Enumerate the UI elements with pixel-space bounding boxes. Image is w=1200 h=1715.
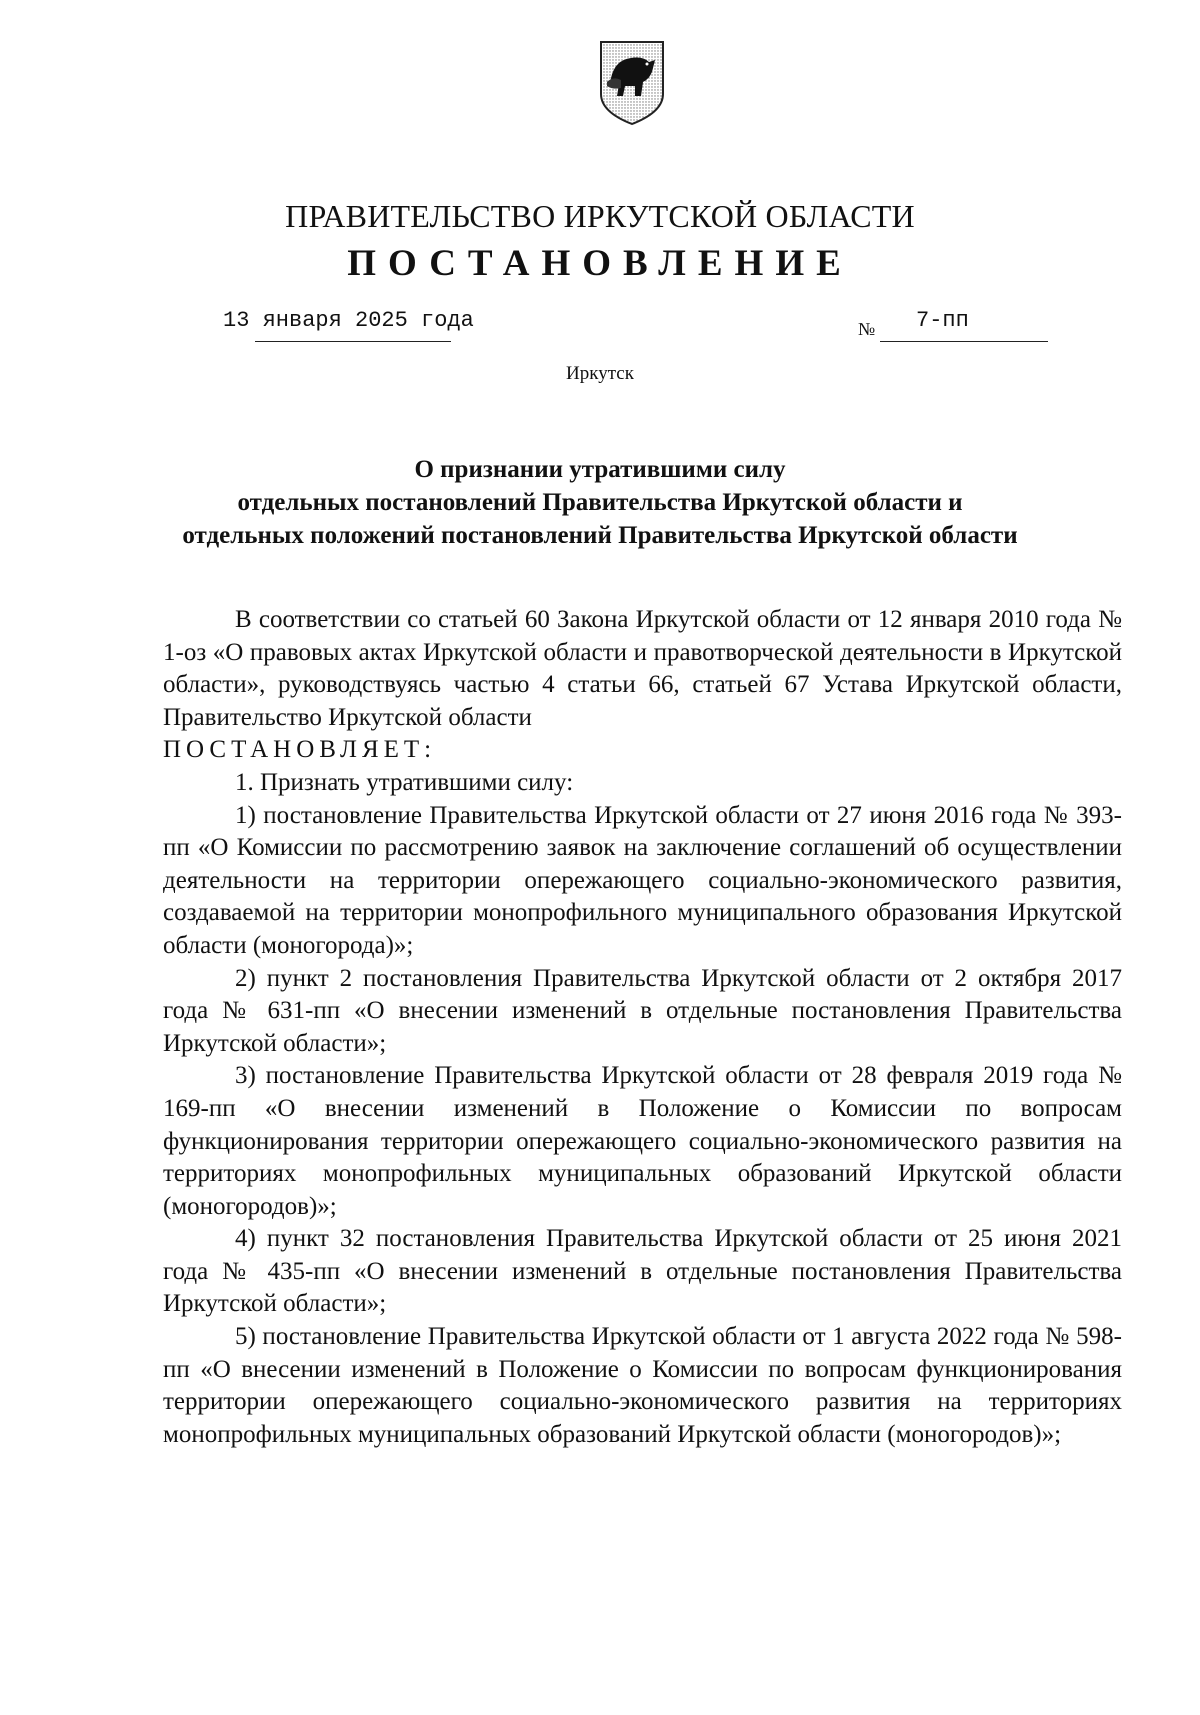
document-subject (0, 453, 1200, 552)
subject-line: отдельных положений постановлений Правительства Иркутской области (182, 522, 1018, 549)
number-underline (880, 341, 1048, 342)
subject-line: О признании утратившими силу (414, 456, 786, 483)
date-underline (255, 341, 451, 342)
list-item: 3) постановление Правительства Иркутской области от 28 февраля 2019 года № 169-пп «О внесении изменений в Положение о Комиссии по вопросам функционирования территории опережающего социально-экономического развития на территориях монопрофильных муниципальных образований Иркутской области (моногородов)»; (163, 1062, 1122, 1220)
document-type: ПОСТАНОВЛЕНИЕ (347, 243, 853, 284)
government-title: ПРАВИТЕЛЬСТВО ИРКУТСКОЙ ОБЛАСТИ (285, 198, 915, 234)
subject-line: отдельных постановлений Правительства Иркутской области и (237, 489, 963, 516)
preamble-paragraph: В соответствии со статьей 60 Закона Иркутской области от 12 января 2010 года № 1-оз «О правовых актах Иркутской области и правотворческой деятельности в Иркутской области», руководствуясь частью 4 статьи 66, статьей 67 Устава Иркутской области, Правительство Иркутской области (163, 606, 1122, 731)
city: Иркутск (566, 363, 634, 384)
list-item: 2) пункт 2 постановления Правительства Иркутской области от 2 октября 2017 года № 631-пп «О внесении изменений в отдельные постановления Правительства Иркутской области»; (163, 964, 1122, 1057)
date-value: 13 января 2025 года (223, 308, 474, 333)
number-sign: № (858, 319, 876, 339)
number-value: 7-пп (916, 308, 969, 333)
list-item: 1) постановление Правительства Иркутской области от 27 июня 2016 года № 393-пп «О Комиссии по рассмотрению заявок на заключение соглашений об осуществлении деятельности на территории опережающего социально-экономического развития, создаваемой на территории монопрофильного муниципального образования Иркутской области (моногорода)»; (163, 801, 1122, 959)
point-1: 1. Признать утратившими силу: (235, 768, 574, 796)
document-body (163, 604, 1122, 1451)
decree-word: ПОСТАНОВЛЯЕТ: (163, 736, 437, 764)
list-item: 5) постановление Правительства Иркутской области от 1 августа 2022 года № 598-пп «О внесении изменений в Положение о Комиссии по вопросам функционирования территории опережающего социально-экономического развития на территориях монопрофильных муниципальных образований Иркутской области (моногородов)»; (163, 1323, 1122, 1448)
list-item: 4) пункт 32 постановления Правительства Иркутской области от 25 июня 2021 года № 435-пп «О внесении изменений в отдельные постановления Правительства Иркутской области»; (163, 1225, 1122, 1318)
document-number (858, 308, 1058, 348)
document-date (223, 308, 474, 348)
coat-of-arms-emblem (597, 38, 667, 126)
